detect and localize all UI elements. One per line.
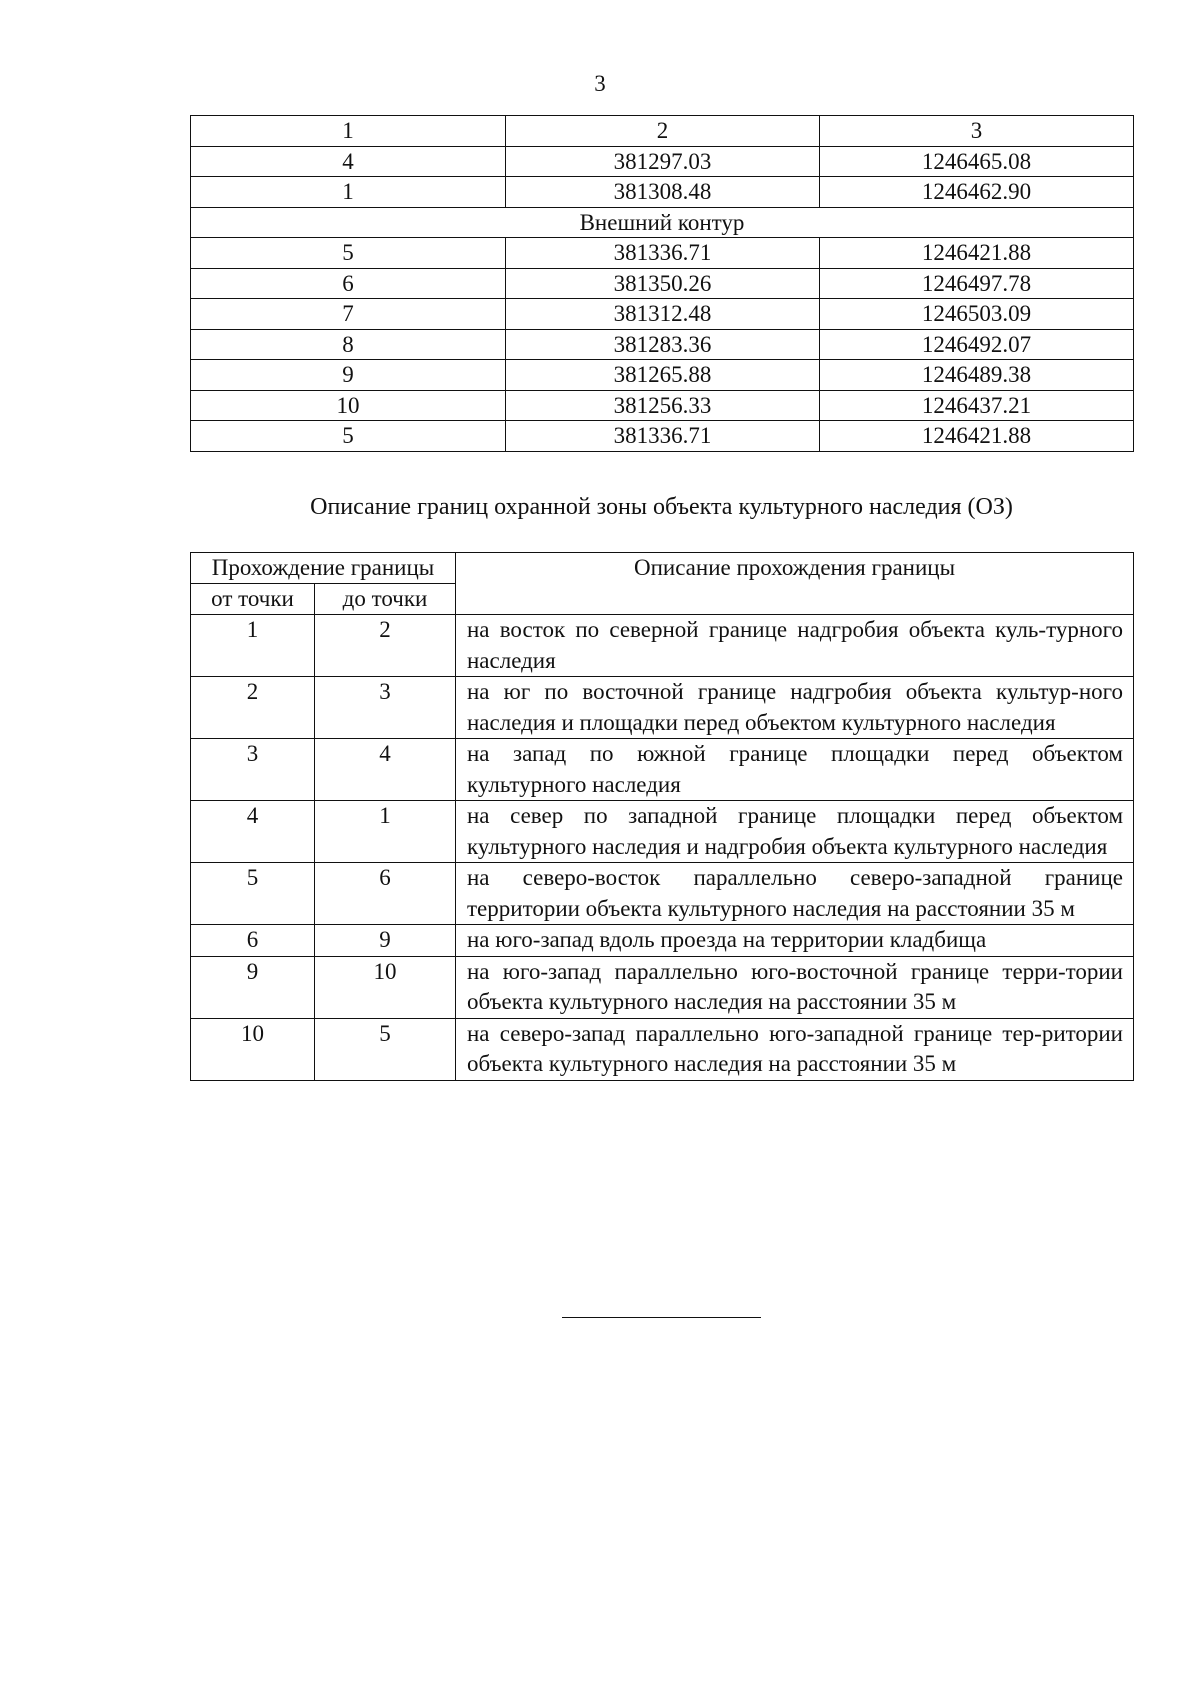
coordinate-x: 381283.36: [506, 329, 820, 360]
coordinate-y: 1246421.88: [820, 421, 1134, 452]
to-point: 3: [315, 677, 456, 739]
passage-header: Прохождение границы: [191, 553, 456, 584]
bounds-header-row: [191, 553, 1134, 584]
point-number: 8: [191, 329, 506, 360]
coordinate-y: 1246497.78: [820, 268, 1134, 299]
table-row: [191, 925, 1134, 957]
coordinate-x: 381265.88: [506, 360, 820, 391]
point-number: 10: [191, 390, 506, 421]
page-number: 3: [594, 71, 606, 96]
coordinates-header-row: [191, 116, 1134, 147]
table-row: [191, 956, 1134, 1018]
coordinate-x: 381336.71: [506, 238, 820, 269]
outer-contour-heading: Внешний контур: [191, 207, 1134, 238]
table-row: [191, 739, 1134, 801]
column-number-3: 3: [820, 116, 1134, 147]
coordinate-y: 1246462.90: [820, 177, 1134, 208]
point-number: 6: [191, 268, 506, 299]
from-point: 4: [191, 801, 315, 863]
from-point: 9: [191, 956, 315, 1018]
to-point: 4: [315, 739, 456, 801]
table-row: [191, 390, 1134, 421]
from-point: 3: [191, 739, 315, 801]
boundary-description: на юго-запад параллельно юго-восточной границе терри-тории объекта культурного наследия на расстоянии 35 м: [456, 956, 1134, 1018]
coordinate-y: 1246421.88: [820, 238, 1134, 269]
point-number: 1: [191, 177, 506, 208]
coordinates-table: [190, 115, 1134, 452]
from-point: 10: [191, 1018, 315, 1080]
table-row: [191, 329, 1134, 360]
end-divider-line: [562, 1317, 761, 1318]
table-row: [191, 177, 1134, 208]
point-number: 5: [191, 238, 506, 269]
boundary-description: на северо-запад параллельно юго-западной границе тер-ритории объекта культурного наследия на расстоянии 35 м: [456, 1018, 1134, 1080]
boundary-description-table: [190, 552, 1134, 1081]
to-point-header: до точки: [315, 584, 456, 615]
to-point: 9: [315, 925, 456, 957]
description-header: Описание прохождения границы: [456, 553, 1134, 615]
table-row: [191, 1018, 1134, 1080]
to-point: 2: [315, 615, 456, 677]
from-point: 6: [191, 925, 315, 957]
table-row: [191, 677, 1134, 739]
coordinate-y: 1246489.38: [820, 360, 1134, 391]
point-number: 7: [191, 299, 506, 330]
from-point: 5: [191, 863, 315, 925]
to-point: 5: [315, 1018, 456, 1080]
column-number-1: 1: [191, 116, 506, 147]
to-point: 6: [315, 863, 456, 925]
from-point: 2: [191, 677, 315, 739]
table-row: [191, 268, 1134, 299]
coordinate-y: 1246437.21: [820, 390, 1134, 421]
from-point-header: от точки: [191, 584, 315, 615]
table-row: [191, 238, 1134, 269]
from-point: 1: [191, 615, 315, 677]
boundary-description: на юго-запад вдоль проезда на территории кладбища: [456, 925, 1134, 957]
table-row: [191, 421, 1134, 452]
coordinate-x: 381297.03: [506, 146, 820, 177]
boundary-description: на запад по южной границе площадки перед объектом культурного наследия: [456, 739, 1134, 801]
to-point: 1: [315, 801, 456, 863]
coordinate-x: 381308.48: [506, 177, 820, 208]
boundary-description: на север по западной границе площадки перед объектом культурного наследия и надгробия объекта культурного наследия: [456, 801, 1134, 863]
coordinate-x: 381336.71: [506, 421, 820, 452]
table-row: [191, 360, 1134, 391]
section-caption: Описание границ охранной зоны объекта культурного наследия (ОЗ): [310, 494, 1013, 520]
table-row: [191, 801, 1134, 863]
boundary-description: на юг по восточной границе надгробия объекта культур-ного наследия и площадки перед объектом культурного наследия: [456, 677, 1134, 739]
point-number: 9: [191, 360, 506, 391]
subheading-row: [191, 207, 1134, 238]
table-row: [191, 863, 1134, 925]
coordinate-y: 1246492.07: [820, 329, 1134, 360]
column-number-2: 2: [506, 116, 820, 147]
coordinate-x: 381350.26: [506, 268, 820, 299]
coordinate-x: 381312.48: [506, 299, 820, 330]
point-number: 4: [191, 146, 506, 177]
coordinate-y: 1246465.08: [820, 146, 1134, 177]
to-point: 10: [315, 956, 456, 1018]
coordinate-x: 381256.33: [506, 390, 820, 421]
table-row: [191, 615, 1134, 677]
coordinate-y: 1246503.09: [820, 299, 1134, 330]
point-number: 5: [191, 421, 506, 452]
boundary-description: на северо-восток параллельно северо-западной границе территории объекта культурного наследия на расстоянии 35 м: [456, 863, 1134, 925]
boundary-description: на восток по северной границе надгробия объекта куль-турного наследия: [456, 615, 1134, 677]
table-row: [191, 299, 1134, 330]
table-row: [191, 146, 1134, 177]
